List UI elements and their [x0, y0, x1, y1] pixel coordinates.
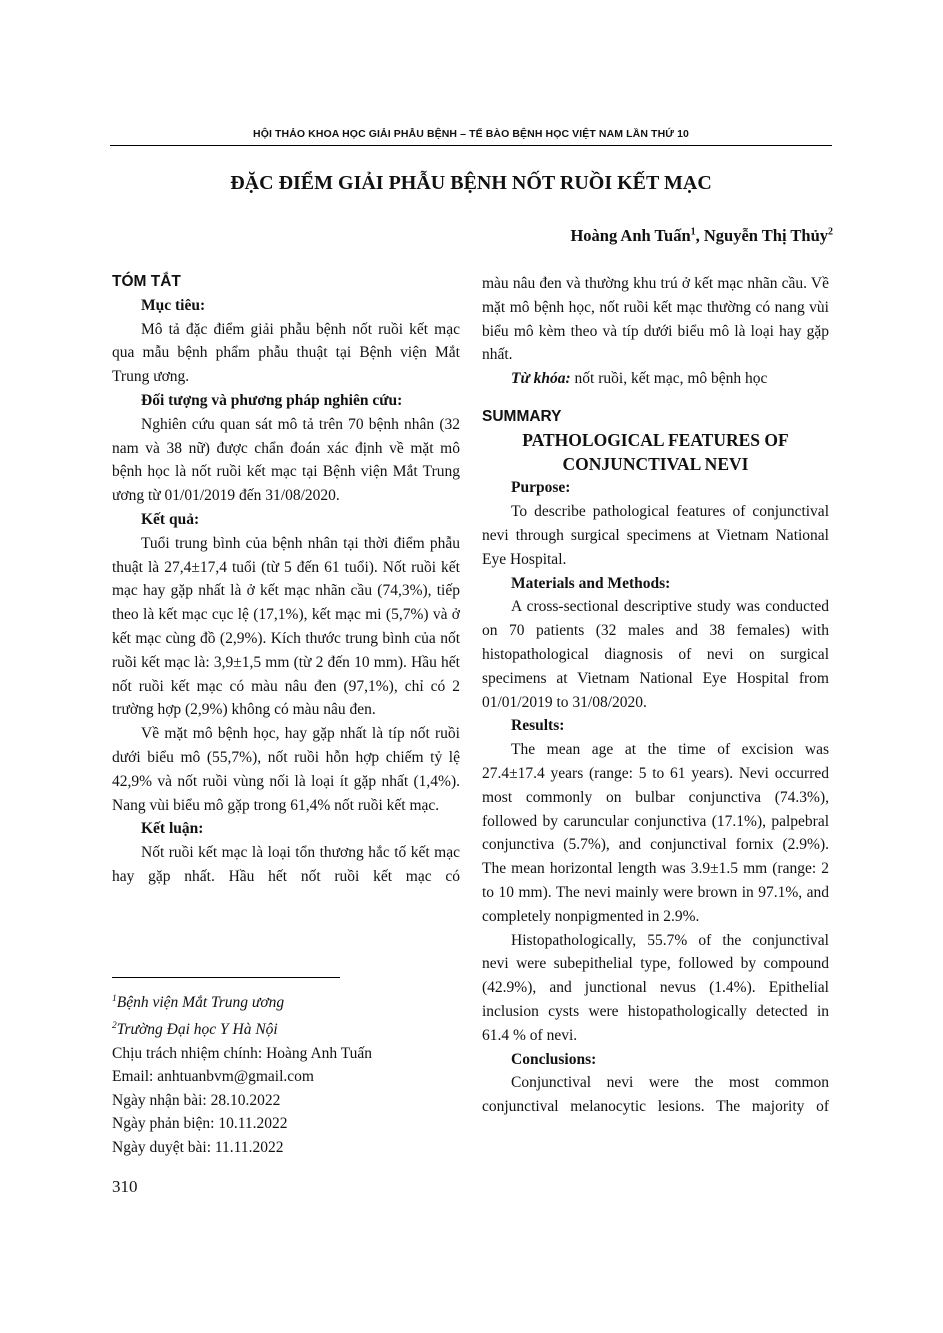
- affiliation-2-marker: 2: [112, 1020, 117, 1031]
- en-conclusions-label: Conclusions:: [511, 1050, 597, 1068]
- keywords-text: nốt ruồi, kết mạc, mô bệnh học: [570, 370, 768, 388]
- header-rule: [110, 145, 832, 146]
- author-1: Hoàng Anh Tuấn: [570, 226, 691, 245]
- paper-title: ĐẶC ĐIỂM GIẢI PHẪU BỆNH NỐT RUỒI KẾT MẠC: [230, 172, 712, 194]
- conclusion-text-start: Nốt ruồi kết mạc là loại tổn thương hắc tố kết mạc hay gặp nhất. Hầu hết nốt ruồi kết mạc có: [112, 844, 460, 885]
- date-reviewed: Ngày phản biện: 10.11.2022: [112, 1115, 288, 1133]
- keywords-label: Từ khóa:: [511, 370, 571, 388]
- running-header: HỘI THẢO KHOA HỌC GIẢI PHẪU BỆNH – TẾ BÀO BỆNH HỌC VIỆT NAM LẦN THỨ 10: [253, 128, 689, 140]
- en-results-text-2: Histopathologically, 55.7% of the conjunctival nevi were subepithelial type, followed by compound (42.9%), and junctional nevus (1.4%). Epithelial inclusion cysts were histopathologically detected in 61.4 % of nevi.: [482, 931, 829, 1044]
- affiliation-1-text: Bệnh viện Mắt Trung ương: [116, 994, 285, 1012]
- results-text-2: Về mặt mô bệnh học, hay gặp nhất là típ nốt ruồi dưới biểu mô (55,7%), nốt ruồi hỗn hợp chiếm tỷ lệ 42,9% và nốt ruồi vùng nối là loại ít gặp nhất (1,4%). Nang vùi biểu mô gặp trong 61,4% nốt ruồi kết mạc.: [112, 725, 460, 814]
- affiliation-1: [112, 988, 460, 1015]
- objective-label: Mục tiêu:: [141, 296, 206, 314]
- date-received: Ngày nhận bài: 28.10.2022: [112, 1091, 281, 1109]
- affiliation-2: [112, 1015, 460, 1042]
- footnote-rule: [112, 977, 340, 978]
- methods-label: Đối tượng và phương pháp nghiên cứu:: [141, 391, 403, 409]
- purpose-text: To describe pathological features of conjunctival nevi through surgical specimens at Vietnam National Eye Hospital.: [482, 503, 829, 568]
- author-2-affiliation: 2: [828, 226, 833, 238]
- summary-title-line-1: PATHOLOGICAL FEATURES OF: [522, 429, 789, 450]
- results-text-1: Tuổi trung bình của bệnh nhân tại thời điểm phẫu thuật là 27,4±17,4 tuổi (từ 5 đến 61 tuổi). Nốt ruồi kết mạc hay gặp nhất là ở kết mạc nhãn cầu (74,3%), tiếp theo là kết mạc cục lệ (17,1%), kết mạc mi (5,7%) và ở kết mạc cùng đồ (2,9%). Kích thước trung bình của nốt ruồi kết mạc là: 3,9±1,5 mm (từ 2 đến 10 mm). Hầu hết nốt ruồi kết mạc có màu nâu đen (97,1%), chỉ có 2 trường hợp (2,9%) không có màu nâu đen.: [112, 534, 460, 719]
- keywords: [482, 367, 829, 391]
- conclusion-text-continued: màu nâu đen và thường khu trú ở kết mạc nhãn cầu. Về mặt mô bệnh học, nốt ruồi kết mạc thường có nang vùi biểu mô kèm theo và típ dưới biểu mô là loại hay gặp nhất.: [482, 275, 829, 364]
- en-conclusions-text: Conjunctival nevi were the most common conjunctival melanocytic lesions. The majority of: [482, 1074, 829, 1116]
- abstract-heading: TÓM TẮT: [112, 273, 181, 290]
- affiliation-1-marker: 1: [112, 994, 117, 1004]
- corresponding-author: Chịu trách nhiệm chính: Hoàng Anh Tuấn: [112, 1044, 373, 1062]
- en-results-text-1: The mean age at the time of excision was 27.4±17.4 years (range: 5 to 61 years). Nevi occurred most commonly on bulbar conjunctiva (74.3%), followed by caruncular conjunctiva (17.1%), palpebral conjunctiva (5.7%), and conjunctival fornix (2.9%). The mean horizontal length was 3.9±1.5 mm (range: 2 to 10 mm). The nevi mainly were brown in 97.1%, and completely nonpigmented in 2.9%.: [482, 741, 829, 925]
- results-label: Kết quả:: [141, 510, 200, 528]
- en-methods-text: A cross-sectional descriptive study was conducted on 70 patients (32 males and 38 females) with histopathological diagnosis of nevi on surgical specimens at Vietnam National Eye Hospital from 01/01/2019 to 31/08/2020.: [482, 598, 829, 711]
- author-separator: ,: [695, 226, 704, 245]
- corresponding-email: Email: anhtuanbvm@gmail.com: [112, 1068, 314, 1086]
- left-column: [112, 270, 460, 889]
- author-2: Nguyễn Thị Thủy: [703, 226, 828, 245]
- author-1-affiliation: 1: [690, 226, 696, 238]
- date-accepted: Ngày duyệt bài: 11.11.2022: [112, 1138, 284, 1156]
- methods-text: Nghiên cứu quan sát mô tả trên 70 bệnh nhân (32 nam và 38 nữ) được chẩn đoán xác định về mặt mô bệnh học là nốt ruồi kết mạc tại Bệnh viện Mắt Trung ương từ 01/01/2019 đến 31/08/2020.: [112, 415, 460, 505]
- summary-title-line-2: CONJUNCTIVAL NEVI: [562, 453, 749, 474]
- en-results-label: Results:: [511, 717, 565, 735]
- objective-text: Mô tả đặc điểm giải phẫu bệnh nốt ruồi kết mạc qua mẫu bệnh phẩm phẫu thuật tại Bệnh viện Mắt Trung ương.: [112, 320, 460, 386]
- en-methods-label: Materials and Methods:: [511, 574, 671, 592]
- summary-heading: SUMMARY: [482, 407, 562, 425]
- footnotes: [112, 988, 460, 1159]
- page-number: 310: [112, 1177, 138, 1196]
- conclusion-label: Kết luận:: [141, 820, 204, 838]
- purpose-label: Purpose:: [511, 479, 571, 497]
- right-column: [482, 272, 829, 1119]
- affiliation-2-text: Trường Đại học Y Hà Nội: [116, 1020, 278, 1038]
- authors: [570, 226, 833, 246]
